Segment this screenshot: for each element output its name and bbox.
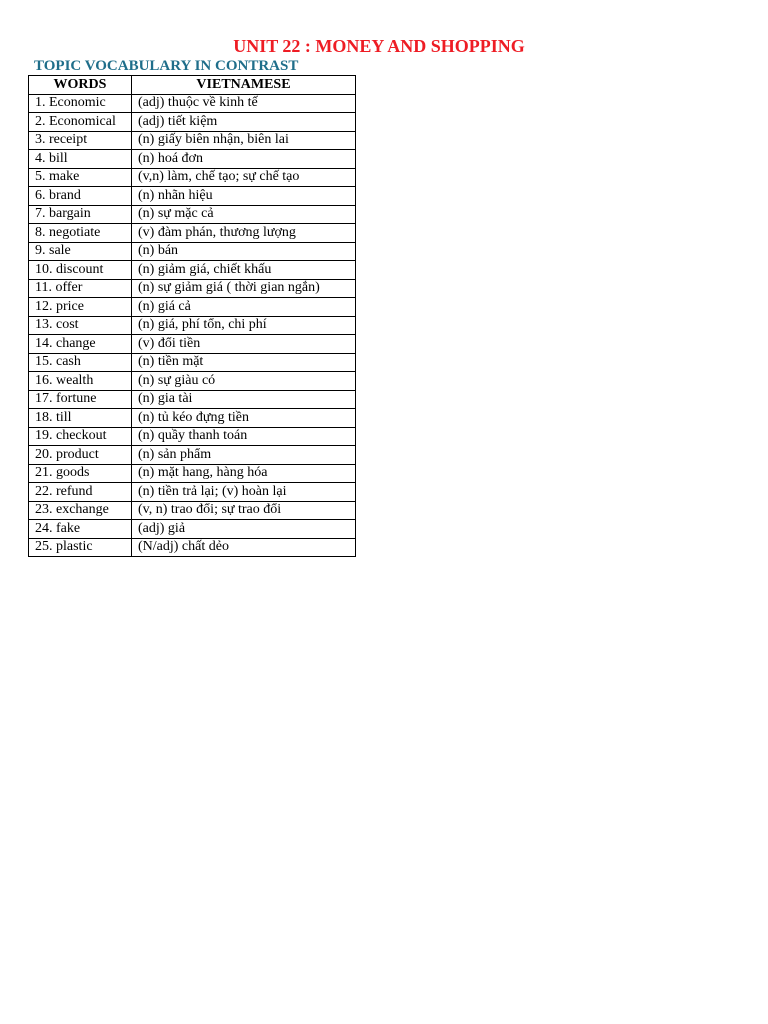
word-cell: 15. cash — [29, 353, 132, 372]
vietnamese-cell: (adj) giả — [132, 520, 356, 539]
vietnamese-cell: (n) giá, phí tổn, chi phí — [132, 316, 356, 335]
table-row — [29, 446, 356, 465]
section-subtitle: TOPIC VOCABULARY IN CONTRAST — [34, 58, 299, 74]
table-row — [29, 520, 356, 539]
word-cell: 18. till — [29, 409, 132, 428]
table-row — [29, 224, 356, 243]
vietnamese-cell: (v,n) làm, chế tạo; sự chế tạo — [132, 168, 356, 187]
table-row — [29, 501, 356, 520]
word-cell: 16. wealth — [29, 372, 132, 391]
vietnamese-cell: (N/adj) chất dẻo — [132, 538, 356, 557]
vocabulary-table — [28, 75, 356, 557]
word-cell: 25. plastic — [29, 538, 132, 557]
table-row — [29, 205, 356, 224]
table-row — [29, 316, 356, 335]
table-row — [29, 242, 356, 261]
word-cell: 13. cost — [29, 316, 132, 335]
vietnamese-cell: (n) gia tài — [132, 390, 356, 409]
vietnamese-cell: (n) tủ kéo đựng tiền — [132, 409, 356, 428]
table-row — [29, 390, 356, 409]
word-cell: 7. bargain — [29, 205, 132, 224]
vietnamese-cell: (n) nhãn hiệu — [132, 187, 356, 206]
vietnamese-cell: (n) hoá đơn — [132, 150, 356, 169]
vietnamese-cell: (v, n) trao đổi; sự trao đổi — [132, 501, 356, 520]
vietnamese-cell: (n) tiền mặt — [132, 353, 356, 372]
word-cell: 5. make — [29, 168, 132, 187]
word-cell: 19. checkout — [29, 427, 132, 446]
vietnamese-cell: (n) sản phẩm — [132, 446, 356, 465]
table-row — [29, 113, 356, 132]
word-cell: 21. goods — [29, 464, 132, 483]
vietnamese-cell: (n) giấy biên nhận, biên lai — [132, 131, 356, 150]
table-row — [29, 298, 356, 317]
word-cell: 9. sale — [29, 242, 132, 261]
word-cell: 11. offer — [29, 279, 132, 298]
page-title: UNIT 22 : MONEY AND SHOPPING — [233, 36, 525, 56]
table-body — [29, 94, 356, 557]
table-header-row — [29, 76, 356, 95]
vietnamese-cell: (n) sự mặc cả — [132, 205, 356, 224]
table-row — [29, 261, 356, 280]
word-cell: 6. brand — [29, 187, 132, 206]
table-row — [29, 335, 356, 354]
vietnamese-cell: (adj) tiết kiệm — [132, 113, 356, 132]
word-cell: 22. refund — [29, 483, 132, 502]
table-row — [29, 187, 356, 206]
word-cell: 3. receipt — [29, 131, 132, 150]
table-row — [29, 483, 356, 502]
table-row — [29, 538, 356, 557]
word-cell: 14. change — [29, 335, 132, 354]
vietnamese-cell: (adj) thuộc về kinh tế — [132, 94, 356, 113]
word-cell: 17. fortune — [29, 390, 132, 409]
table-row — [29, 409, 356, 428]
word-cell: 12. price — [29, 298, 132, 317]
table-row — [29, 427, 356, 446]
word-cell: 4. bill — [29, 150, 132, 169]
vietnamese-cell: (n) giảm giá, chiết khấu — [132, 261, 356, 280]
word-cell: 8. negotiate — [29, 224, 132, 243]
vietnamese-cell: (v) đổi tiền — [132, 335, 356, 354]
table-row — [29, 168, 356, 187]
table-row — [29, 94, 356, 113]
table-row — [29, 279, 356, 298]
vietnamese-cell: (n) sự giàu có — [132, 372, 356, 391]
word-cell: 23. exchange — [29, 501, 132, 520]
vietnamese-cell: (n) giá cả — [132, 298, 356, 317]
vietnamese-cell: (n) tiền trả lại; (v) hoàn lại — [132, 483, 356, 502]
word-cell: 1. Economic — [29, 94, 132, 113]
table-row — [29, 150, 356, 169]
word-cell: 2. Economical — [29, 113, 132, 132]
vietnamese-cell: (n) mặt hang, hàng hóa — [132, 464, 356, 483]
vietnamese-cell: (v) đàm phán, thương lượng — [132, 224, 356, 243]
word-cell: 20. product — [29, 446, 132, 465]
vietnamese-cell: (n) sự giảm giá ( thời gian ngắn) — [132, 279, 356, 298]
table-row — [29, 464, 356, 483]
table-row — [29, 353, 356, 372]
table-row — [29, 131, 356, 150]
word-cell: 24. fake — [29, 520, 132, 539]
column-header-words: WORDS — [29, 76, 132, 95]
column-header-vietnamese: VIETNAMESE — [132, 76, 356, 95]
table-row — [29, 372, 356, 391]
word-cell: 10. discount — [29, 261, 132, 280]
vietnamese-cell: (n) bán — [132, 242, 356, 261]
vietnamese-cell: (n) quầy thanh toán — [132, 427, 356, 446]
